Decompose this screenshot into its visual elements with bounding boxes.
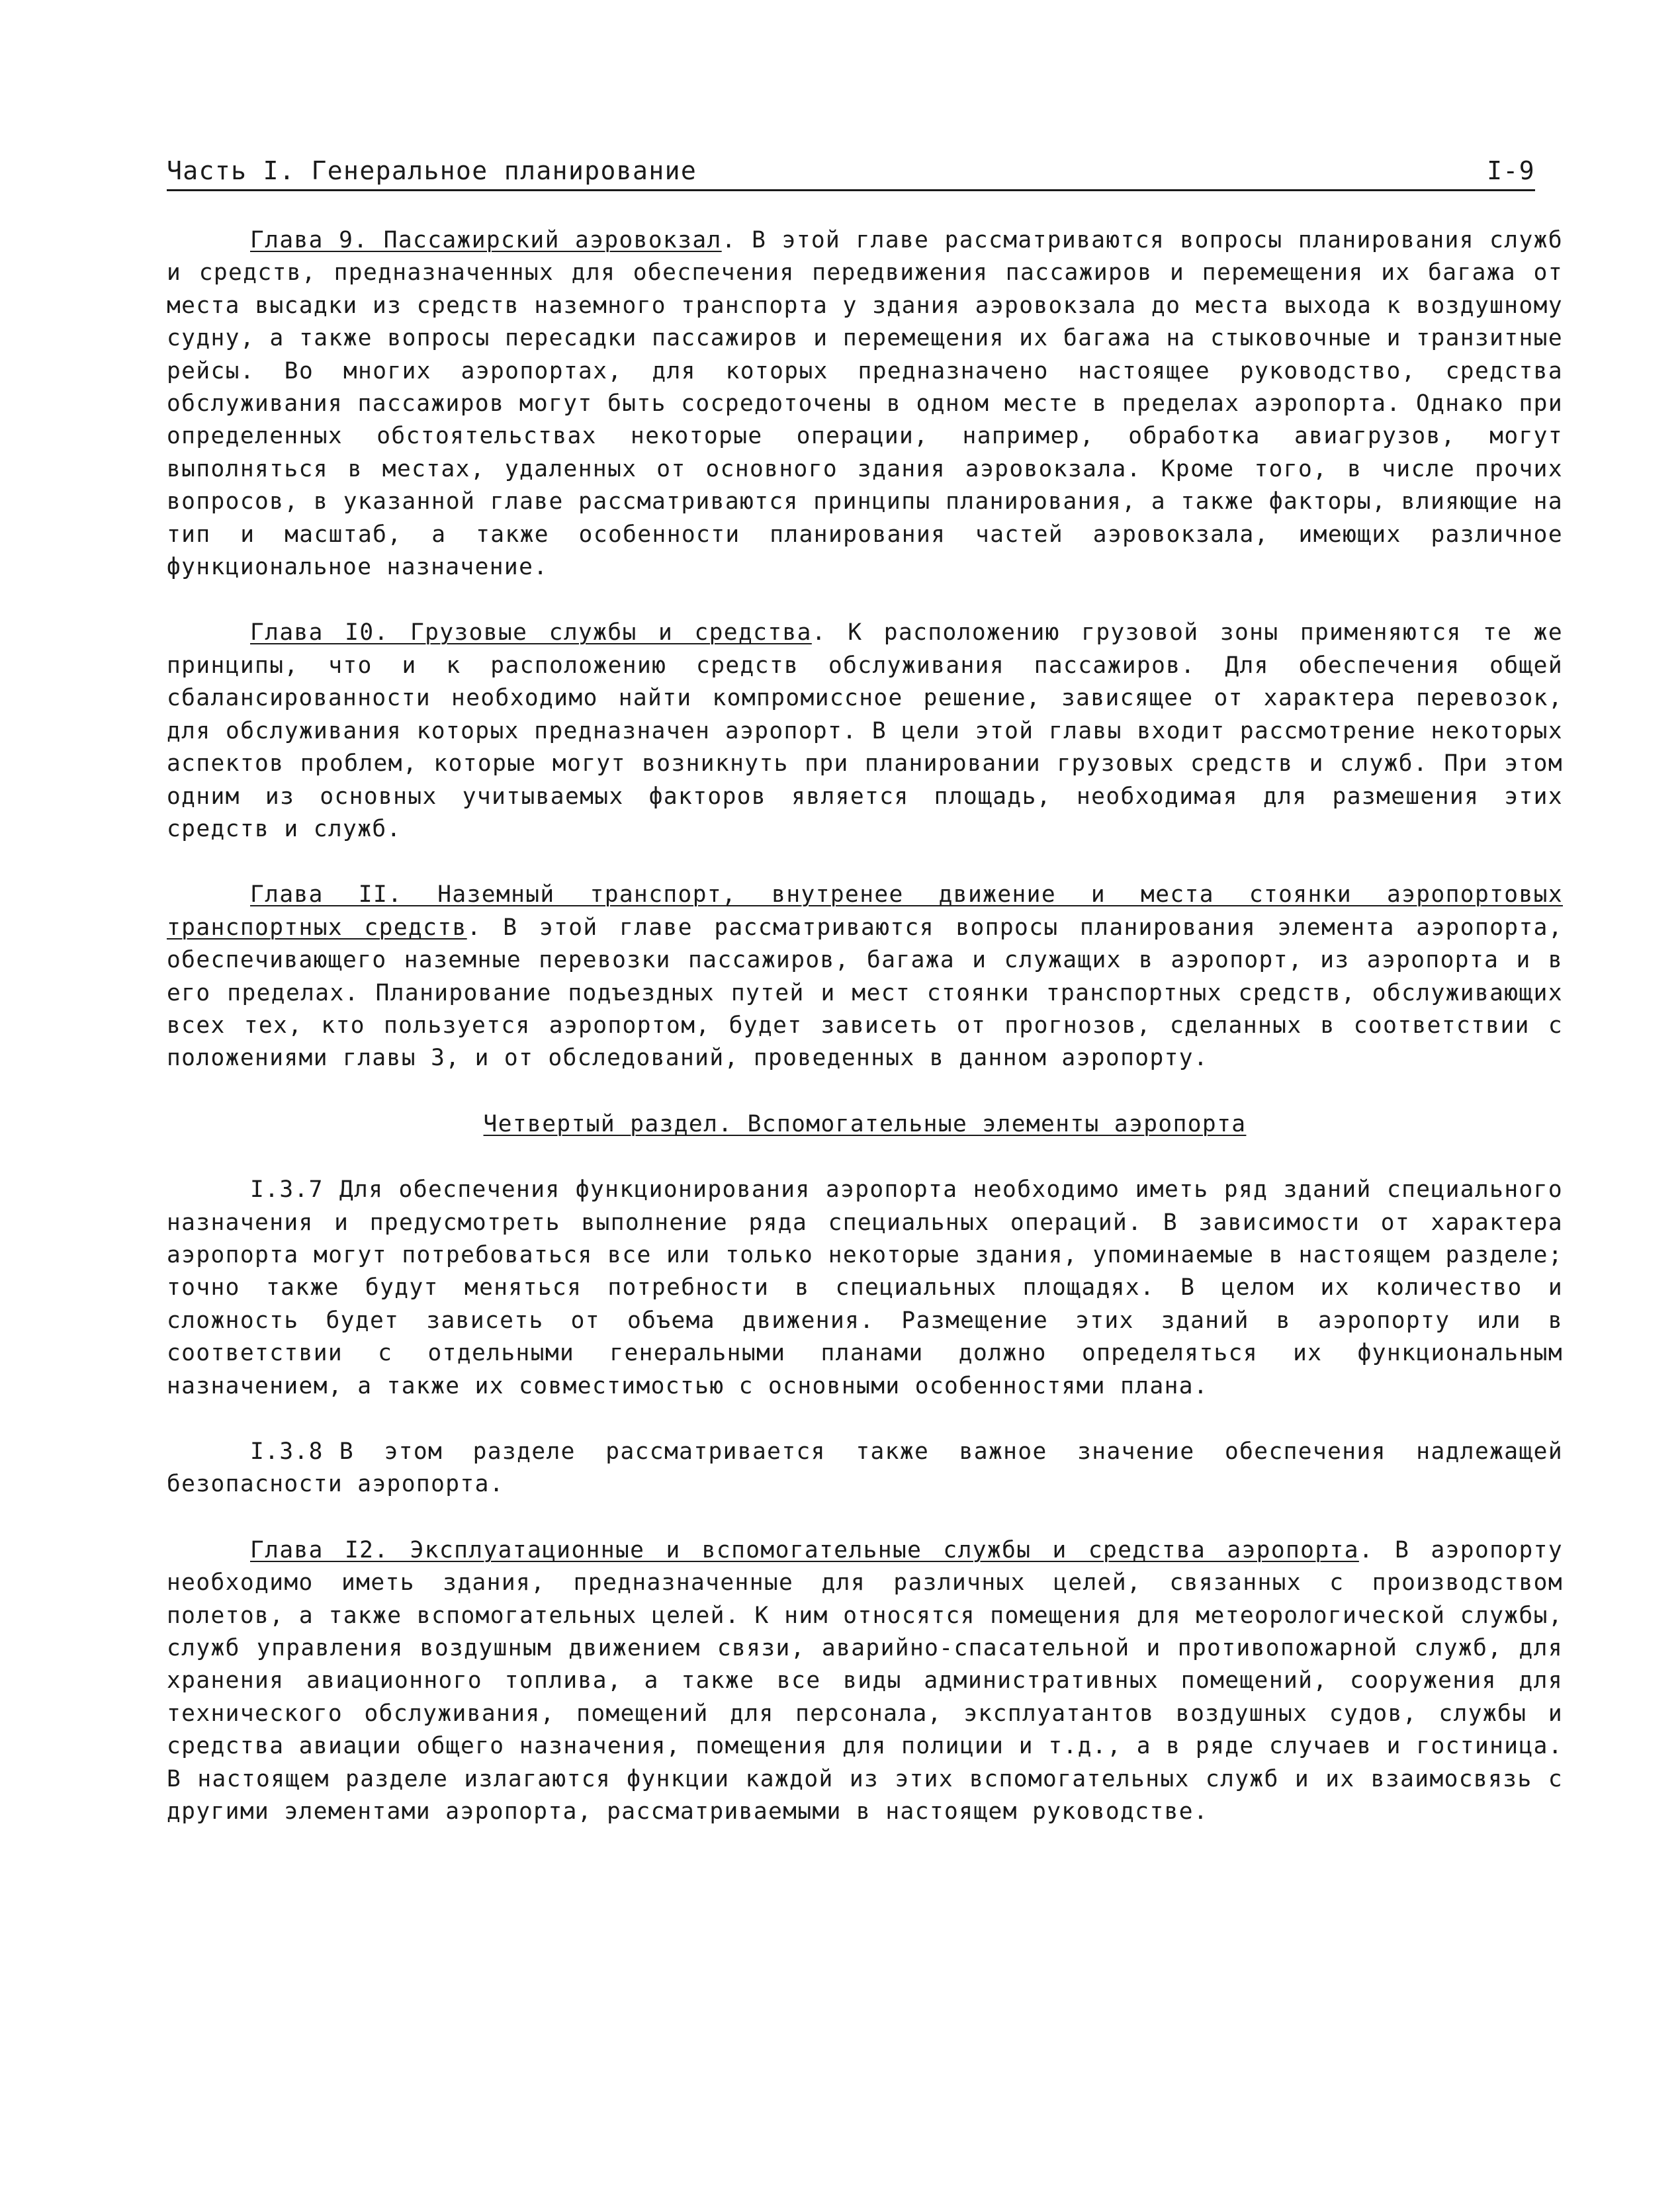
part-title: Часть I. Генеральное планирование	[167, 156, 697, 185]
paragraph-chapter-9	[167, 224, 1563, 584]
chapter-text: . В этой главе рассматриваются вопросы планирования служб и средств, предназначенных для обеспечения передвижения пассажиров и перемещения их багажа от места высадки из средств наземного транспорта у здания аэровокзала до места выхода к воздушному судну, а также вопросы пересадки пассажиров и перемещения их багажа на стыковочные и транзитные рейсы. Во многих аэропортах, для которых предназначено настоящее руководство, средства обслуживания пассажиров могут быть сосредоточены в одном месте в пределах аэропорта. Однако при определенных обстоятельствах некоторые операции, например, обработка авиагрузов, могут выполняться в местах, удаленных от основного здания аэровокзала. Кроме того, в числе прочих вопросов, в указанной главе рассматриваются принципы планирования, а также факторы, влияющие на тип и масштаб, а также особенности планирования частей аэровокзала, имеющих различное функциональное назначение.	[167, 227, 1563, 581]
spacer	[167, 1075, 1563, 1108]
document-page	[167, 153, 1563, 1828]
paragraph-text: В этом разделе рассматривается также важное значение обеспечения надлежащей безопасности аэропорта.	[167, 1438, 1563, 1498]
spacer	[167, 846, 1563, 879]
page-number: I-9	[1487, 156, 1535, 185]
spacer	[167, 1141, 1563, 1174]
paragraph-chapter-12	[167, 1534, 1563, 1829]
section-heading-text: Четвертый раздел. Вспомогательные элементы аэропорта	[483, 1110, 1247, 1137]
section-heading	[167, 1108, 1563, 1141]
paragraph-number: I.3.8	[250, 1438, 324, 1465]
paragraph-chapter-11	[167, 879, 1563, 1074]
spacer	[167, 584, 1563, 617]
spacer	[167, 191, 1563, 224]
numbered-paragraph-1-3-7	[167, 1174, 1563, 1403]
chapter-title: Глава 9. Пассажирский аэровокзал	[250, 227, 722, 253]
chapter-text: . В этой главе рассматриваются вопросы планирования элемента аэропорта, обеспечивающего наземные перевозки пассажиров, багажа и служащих в аэропорт, из аэропорта и в его пределах. Планирование подъездных путей и мест стоянки транспортных средств, обслуживающих всех тех, кто пользуется аэропортом, будет зависеть от прогнозов, сделанных в соответствии с положениями главы 3, и от обследований, проведенных в данном аэропорту.	[167, 914, 1563, 1072]
chapter-text: . К расположению грузовой зоны применяются те же принципы, что и к расположению средств обслуживания пассажиров. Для обеспечения общей сбалансированности необходимо найти компромиссное решение, зависящее от характера перевозок, для обслуживания которых предназначен аэропорт. В цели этой главы входит рассмотрение некоторых аспектов проблем, которые могут возникнуть при планировании грузовых средств и служб. При этом одним из основных учитываемых факторов является площадь, необходимая для размешения этих средств и служб.	[167, 619, 1563, 842]
spacer	[167, 1501, 1563, 1534]
chapter-text: . В аэропорту необходимо иметь здания, предназначенные для различных целей, связанных с производством полетов, а также вспомогательных целей. К ним относятся помещения для метеорологической службы, служб управления воздушным движением связи, аварийно-спасательной и противопожарной служб, для хранения авиационного топлива, а также все виды административных помещений, сооружения для технического обслуживания, помещений для персонала, эксплуатантов воздушных судов, службы и средства авиации общего назначения, помещения для полиции и т.д., а в ряде случаев и гостиница. В настоящем разделе излагаются функции каждой из этих вспомогательных служб и их взаимосвязь с другими элементами аэропорта, рассматриваемыми в настоящем руководстве.	[167, 1536, 1563, 1825]
paragraph-number: I.3.7	[250, 1176, 324, 1203]
paragraph-chapter-10	[167, 617, 1563, 846]
spacer	[167, 1403, 1563, 1436]
paragraph-text: Для обеспечения функционирования аэропорта необходимо иметь ряд зданий специального назначения и предусмотреть выполнение ряда специальных операций. В зависимости от характера аэропорта могут потребоваться все или только некоторые здания, упоминаемые в настоящем разделе; точно также будут меняться потребности в специальных площадях. В целом их количество и сложность будет зависеть от объема движения. Размещение этих зданий в аэропорту или в соответствии с отдельными генеральными планами должно определяться их функциональным назначением, а также их совместимостью с основными особенностями плана.	[167, 1176, 1563, 1399]
numbered-paragraph-1-3-8	[167, 1436, 1563, 1501]
page-header	[167, 153, 1535, 191]
chapter-title: Глава I2. Эксплуатационные и вспомогательные службы и средства аэропорта	[250, 1536, 1359, 1563]
chapter-title: Глава II. Наземный транспорт, внутренее движение и места стоянки аэропортовых транспортных средств	[167, 881, 1563, 941]
chapter-title: Глава I0. Грузовые службы и средства	[250, 619, 812, 646]
